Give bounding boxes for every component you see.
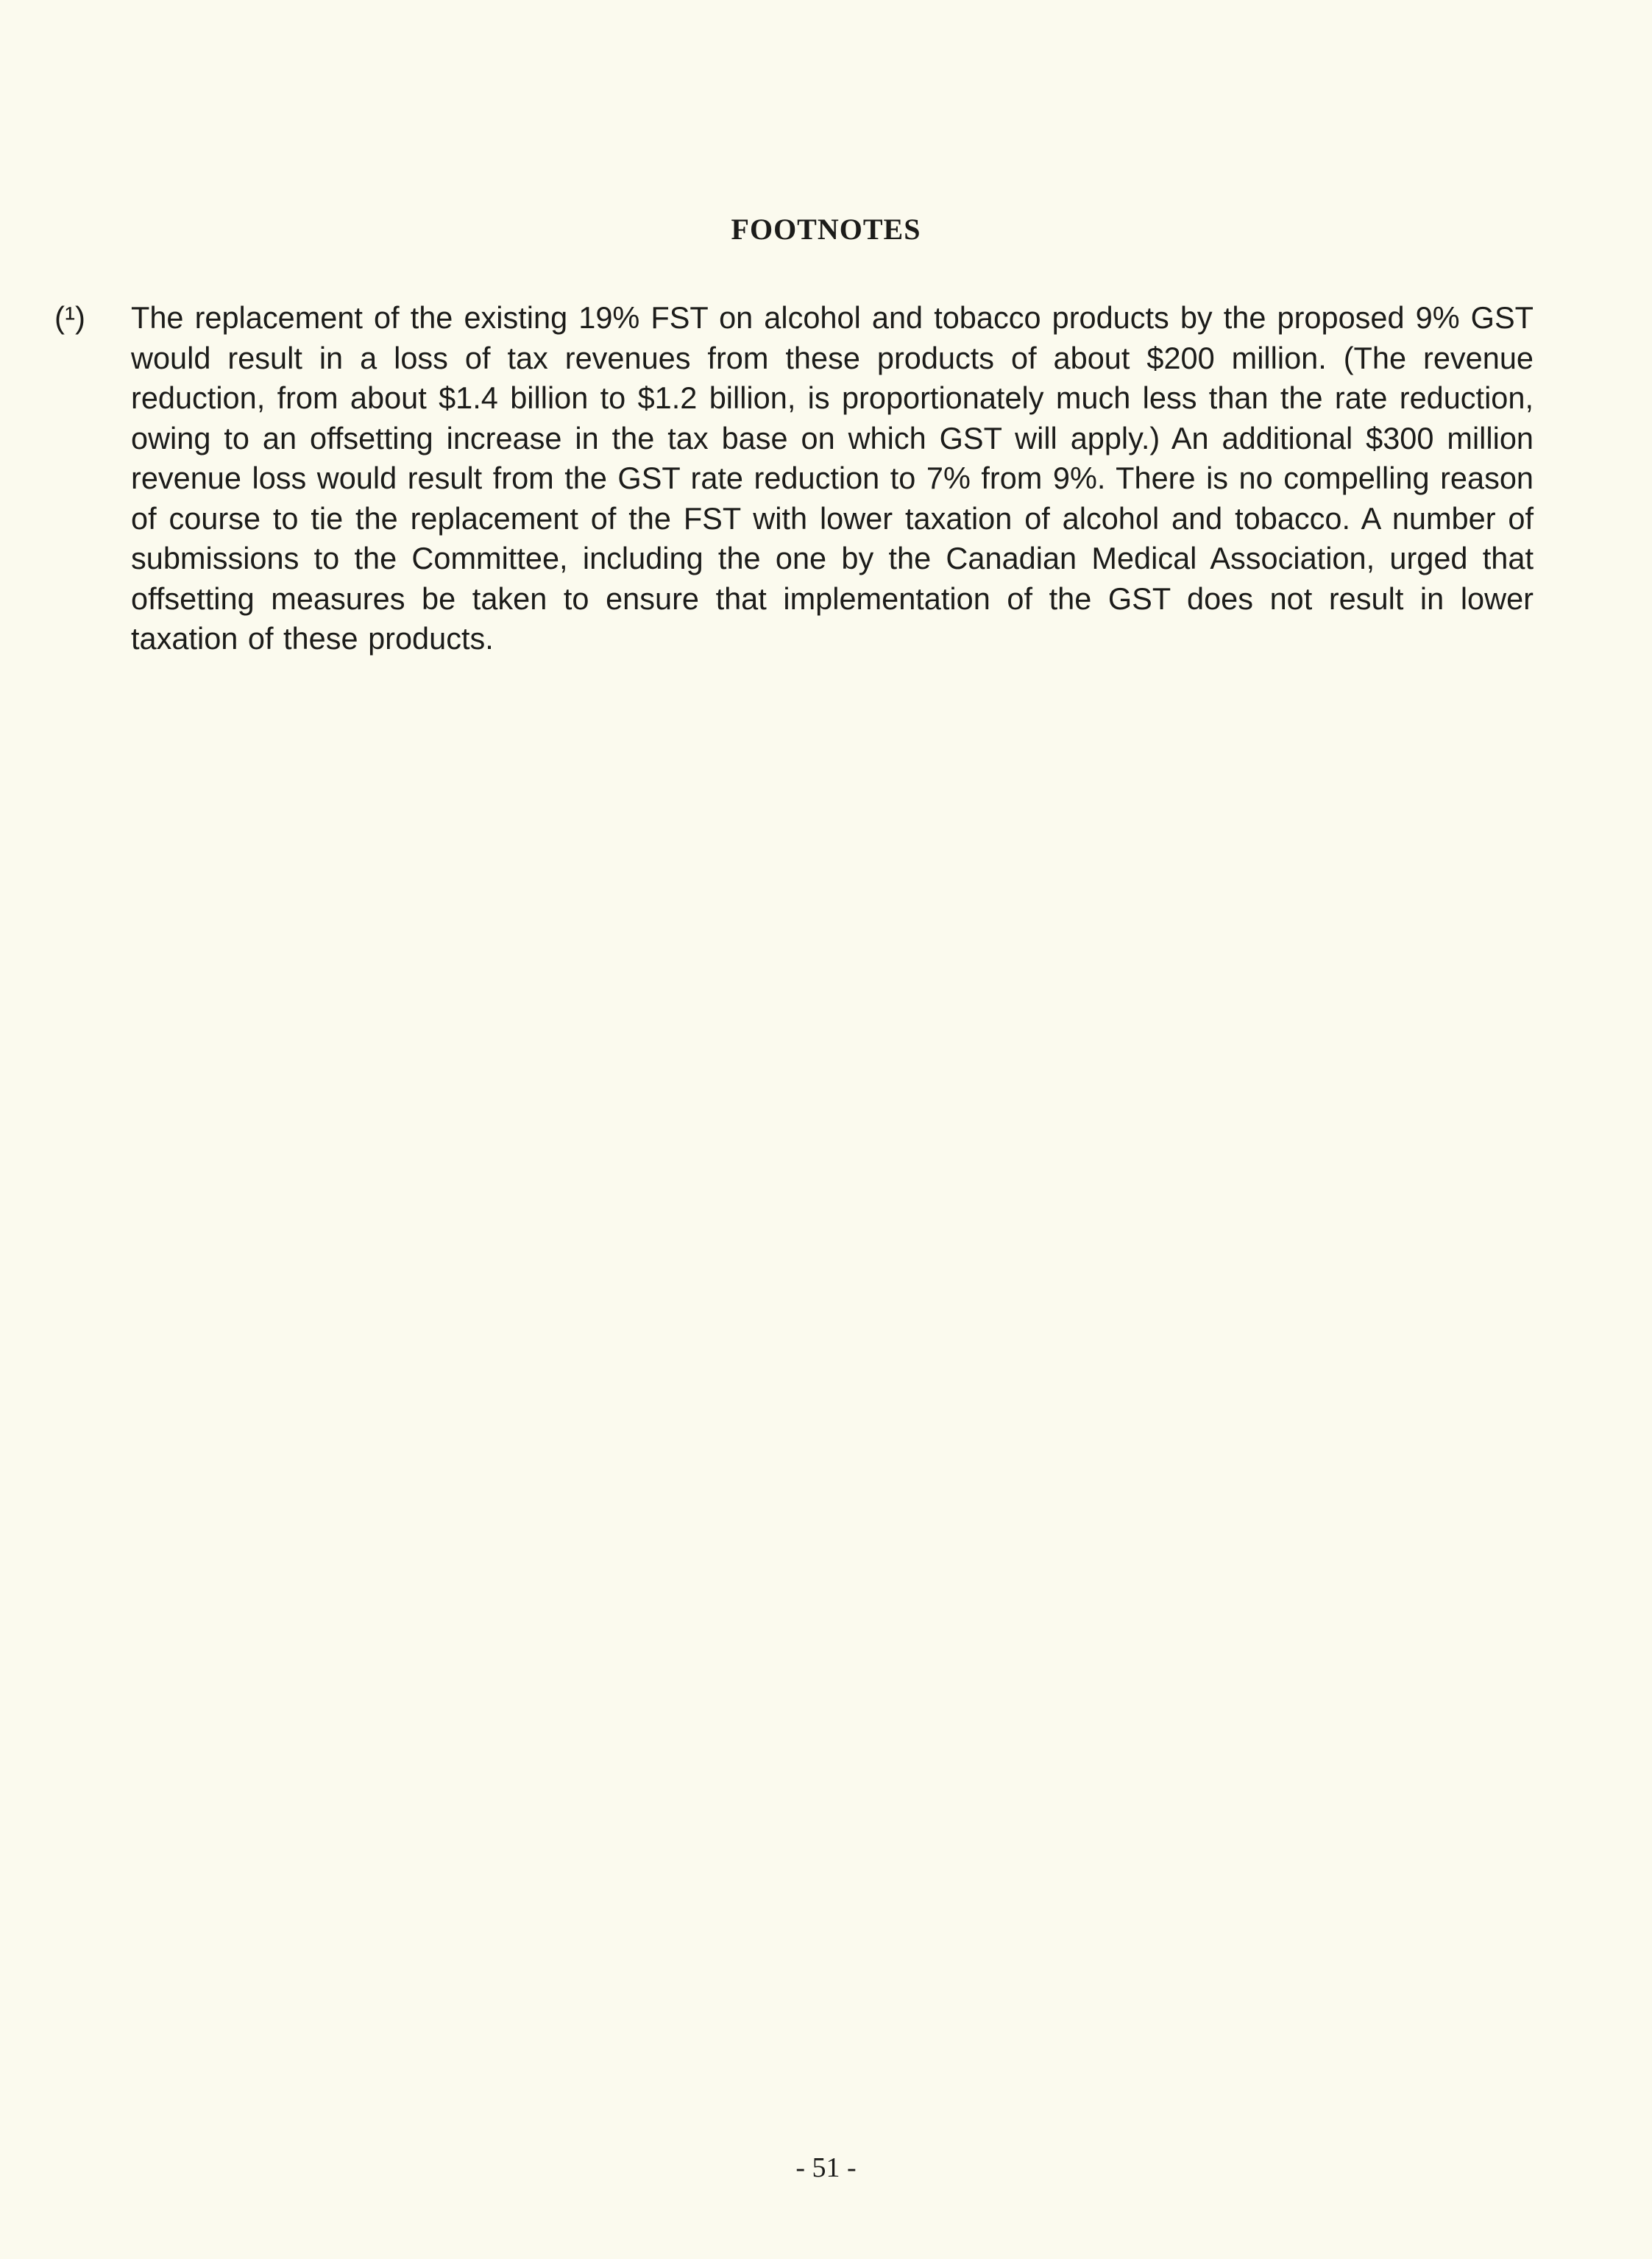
footnote-text: The replacement of the existing 19% FST on alcohol and tobacco products by the proposed 9% GST would result in a loss of tax revenues from these products of about $200 million. (The revenue reduction, from about $1.4 billion to $1.2 billion, is proportionately much less than the rate reduction, owing to an offsetting increase in the tax base on which GST will apply.) An additional $300 million revenue loss would result from the GST rate reduction to 7% from 9%. There is no compelling reason of course to tie the replacement of the FST with lower taxation of alcohol and tobacco. A number of submissions to the Committee, including the one by the Canadian Medical Association, urged that offsetting measures be taken to ensure that implementation of the GST does not result in lower taxation of these products. bbox=[131, 300, 1534, 656]
footnote-marker: (¹) bbox=[54, 300, 85, 335]
page-number: - 51 - bbox=[795, 2152, 857, 2183]
page-title: FOOTNOTES bbox=[731, 213, 921, 246]
footnote-1 bbox=[54, 298, 1534, 659]
